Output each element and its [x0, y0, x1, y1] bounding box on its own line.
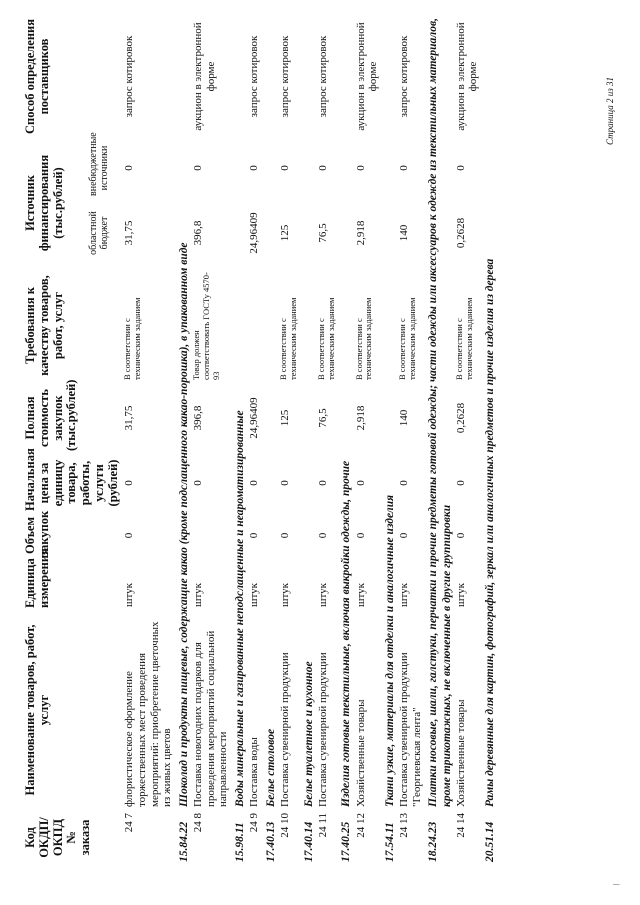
group-code: 17.54.11 [383, 822, 396, 862]
item-requirements: В соответствии с техническим заданием [122, 297, 143, 380]
page-number: Страница 2 из 31 [605, 77, 615, 145]
item-total: 2,918 [354, 405, 367, 431]
procurement-method: аукцион в электронной форме [192, 22, 217, 131]
funding-offbudget: 0 [316, 165, 329, 171]
table-row [454, 15, 481, 865]
header-volume: Объем закупок [23, 510, 51, 556]
item-unit: штук [398, 583, 411, 607]
item-volume: 0 [354, 532, 367, 539]
group-code: 15.84.22 [177, 821, 190, 862]
header-funding-offbudget: внебюджетные источники [87, 132, 110, 196]
item-price: 0 [123, 480, 136, 486]
order-number: 24 7 [123, 813, 136, 833]
procurement-method: запрос котировок [279, 35, 292, 118]
funding-regional: 31,75 [123, 220, 136, 246]
group-code: 17.40.13 [264, 821, 277, 862]
item-requirements: В соответствии с техническим заданием [278, 297, 298, 380]
header-unit: Единица измерения [23, 548, 51, 608]
funding-offbudget: 0 [123, 165, 136, 171]
item-requirements: В соответствии с техническим заданием [453, 297, 474, 380]
item-total: 396,8 [192, 405, 205, 431]
item-requirements: В соответствии с техническим заданием [397, 297, 417, 380]
table-row [247, 15, 262, 865]
group-title: Ткани узкие, материалы для отделки и аналогичные изделия [383, 494, 396, 807]
item-price: 0 [454, 480, 467, 486]
item-price: 0 [279, 480, 292, 486]
item-requirements: Товар должен соответствовать ГОСТу 4570-93 [191, 272, 221, 380]
funding-regional: 0,2628 [454, 217, 467, 249]
order-number: 24 11 [316, 813, 329, 838]
header-code: Код ОКДП/ ОКПД № заказа [23, 817, 92, 858]
order-number: 24 13 [398, 813, 411, 838]
item-total: 125 [279, 409, 292, 427]
funding-offbudget: 0 [248, 165, 261, 171]
group-code: 20.51.14 [484, 821, 497, 862]
group-title: Изделия готовые текстильные, включая выкройки одежды, прочие [340, 460, 353, 807]
funding-offbudget: 0 [398, 165, 411, 171]
table-header-row [22, 15, 86, 865]
table-row [316, 15, 338, 865]
header-method: Способ определения поставщиков [23, 18, 51, 135]
procurement-method: запрос котировок [398, 35, 411, 118]
group-code: 17.40.25 [340, 821, 353, 862]
item-name: Поставка сувенирной продукции [316, 652, 329, 807]
group-row [175, 15, 191, 865]
item-requirements: В соответствии с техническим заданием [353, 297, 374, 380]
item-name: Поставка новогодних подарков для проведения мероприятий социальной направленности [192, 630, 230, 807]
item-unit: штук [354, 583, 367, 607]
item-price: 0 [398, 480, 411, 486]
group-row [262, 15, 278, 865]
item-price: 0 [316, 480, 329, 486]
item-price: 0 [192, 480, 205, 486]
header-name: Наименование товаров, работ, услуг [23, 624, 51, 796]
funding-offbudget: 0 [454, 165, 467, 171]
group-code: 18.24.23 [427, 821, 440, 862]
item-volume: 0 [454, 532, 467, 539]
item-name: Хозяйственные товары [354, 699, 367, 807]
item-name: Поставка воды [248, 737, 261, 807]
group-title: Рамы деревянные для картин, фотографий, зеркал или аналогичных предметов и прочие изделия из дерева [484, 258, 497, 807]
margin-mark: | [612, 883, 620, 885]
funding-offbudget: 0 [279, 165, 292, 171]
order-number: 24 14 [454, 813, 467, 838]
order-number: 24 12 [354, 813, 367, 838]
group-row [300, 15, 316, 865]
header-price: Начальная цена за единицу товара, работы, услуги (рублей) [23, 448, 120, 511]
item-total: 0,2628 [454, 402, 467, 434]
funding-regional: 125 [279, 224, 292, 242]
table-body [122, 15, 497, 865]
procurement-method: запрос котировок [123, 35, 136, 118]
table-row [397, 15, 424, 865]
header-funding-regional: областной бюджет [87, 211, 110, 255]
item-volume [191, 513, 231, 558]
item-volume: 0 [123, 532, 136, 539]
item-name: Поставка сувенирной продукции [279, 652, 292, 807]
item-name: Хозяйственные товары [454, 699, 467, 807]
item-total: 31,75 [123, 405, 136, 431]
procurement-method: запрос котировок [316, 35, 329, 118]
item-unit: штук [454, 583, 467, 607]
item-requirements: В соответствии с техническим заданием [315, 297, 336, 380]
item-price: 0 [248, 480, 261, 486]
procurement-method: аукцион в электронной форме [454, 22, 480, 131]
group-row [231, 15, 247, 865]
order-number: 24 9 [248, 813, 261, 833]
procurement-table [22, 15, 497, 865]
item-total: 76,5 [316, 408, 329, 428]
group-code: 15.98.11 [233, 822, 246, 862]
item-volume: 0 [248, 532, 261, 539]
funding-regional: 24,96409 [248, 212, 261, 254]
group-code: 17.40.14 [302, 821, 315, 862]
item-requirements [247, 268, 262, 383]
table-row [278, 15, 300, 865]
item-price: 0 [354, 480, 367, 486]
item-volume: 0 [316, 532, 329, 539]
order-number: 24 10 [279, 813, 292, 838]
group-row [481, 15, 497, 865]
group-title: Платки носовые, шали, галстуки, перчатки и прочие предметы готовой одежды; части одежды или аксессуаров к одежде из текстильных материалов, кроме трикотажных, не включенные в другие группировки [427, 18, 453, 807]
item-unit: штук [248, 583, 261, 607]
funding-regional: 396,8 [192, 220, 205, 246]
item-name: Поставка сувенирной продукции "Георгиевская лента" [398, 652, 423, 807]
funding-offbudget: 0 [354, 165, 367, 171]
item-unit: штук [192, 583, 205, 607]
group-title: Белье туалетное и кухонное [302, 661, 315, 807]
group-row [337, 15, 353, 865]
item-total: 24,96409 [248, 397, 261, 439]
funding-regional: 2,918 [354, 220, 367, 246]
item-unit: штук [316, 583, 329, 607]
header-total: Полная стоимость закупок (тыс.рублей) [23, 379, 79, 451]
group-title: Белье столовое [264, 728, 277, 807]
group-row [424, 15, 453, 865]
item-name: флористическое оформление торжественных мест проведения мероприятий: приобретение цветочных из живых цветов [123, 621, 174, 807]
table-row [191, 15, 231, 865]
procurement-method: запрос котировок [248, 35, 261, 118]
funding-regional: 140 [398, 224, 411, 242]
table-row [354, 15, 381, 865]
item-volume: 0 [279, 532, 292, 539]
header-requirements: Требования к качеству товаров, работ, услуг [23, 275, 65, 376]
group-title: Шоколад и продукты пищевые, содержащие какао (кроме подслащенного какао-порошка), в упакованном виде [177, 242, 190, 807]
group-title: Воды минеральные и газированные неподслащенные и неароматизированные [233, 410, 246, 807]
header-funding: Источник финансирования (тыс.рублей) [23, 154, 65, 252]
procurement-method: аукцион в электронной форме [354, 22, 380, 131]
group-row [381, 15, 397, 865]
order-number: 24 8 [192, 813, 205, 833]
item-unit: штук [279, 583, 292, 607]
item-unit: штук [123, 583, 136, 607]
funding-offbudget: 0 [192, 165, 205, 171]
funding-regional: 76,5 [316, 223, 329, 243]
table-row [122, 15, 175, 865]
item-total: 140 [398, 409, 411, 427]
item-volume: 0 [398, 532, 411, 539]
